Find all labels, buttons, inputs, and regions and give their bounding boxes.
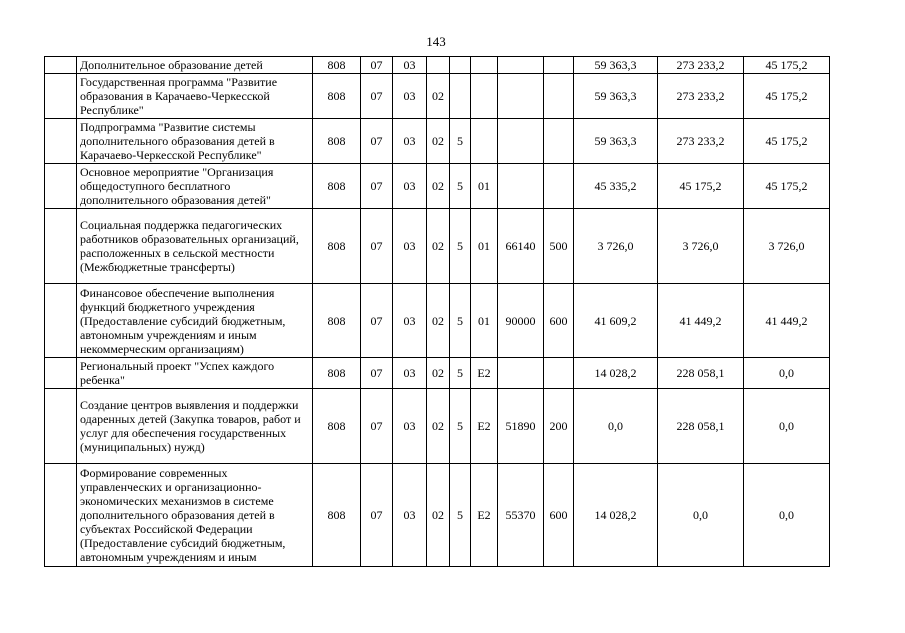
- col-sum-1: 45 335,2: [574, 164, 658, 209]
- col-direction: [498, 57, 544, 74]
- row-name: Подпрограмма "Развитие системы дополнительного образования детей в Карачаево-Черкесской Республике": [77, 119, 313, 164]
- row-name: Государственная программа "Развитие образования в Карачаево-Черкесской Республике": [77, 74, 313, 119]
- col-sum-1: 59 363,3: [574, 74, 658, 119]
- col-event: 01: [471, 284, 498, 358]
- col-program: 02: [427, 389, 450, 464]
- col-pr: 03: [393, 464, 427, 567]
- col-gr: 808: [313, 57, 361, 74]
- col-pr: 03: [393, 74, 427, 119]
- col-sum-1: 14 028,2: [574, 464, 658, 567]
- col-pr: 03: [393, 209, 427, 284]
- col-sum-3: 41 449,2: [744, 284, 830, 358]
- col-pr: 03: [393, 358, 427, 389]
- col-pr: 03: [393, 164, 427, 209]
- row-margin-cell: [45, 74, 77, 119]
- col-pr: 03: [393, 57, 427, 74]
- table-row: [45, 284, 830, 358]
- col-sum-2: 3 726,0: [658, 209, 744, 284]
- col-gr: 808: [313, 164, 361, 209]
- col-rz: 07: [361, 464, 393, 567]
- row-margin-cell: [45, 119, 77, 164]
- col-gr: 808: [313, 464, 361, 567]
- col-rz: 07: [361, 74, 393, 119]
- table-row: [45, 358, 830, 389]
- table-row: [45, 389, 830, 464]
- row-name: Основное мероприятие "Организация общедоступного бесплатного дополнительного образования детей": [77, 164, 313, 209]
- col-event: [471, 119, 498, 164]
- col-direction: [498, 358, 544, 389]
- col-rz: 07: [361, 389, 393, 464]
- col-subprogram: 5: [450, 389, 471, 464]
- col-direction: 90000: [498, 284, 544, 358]
- col-expense-type: 600: [544, 284, 574, 358]
- col-direction: 66140: [498, 209, 544, 284]
- col-event: 01: [471, 164, 498, 209]
- col-program: 02: [427, 464, 450, 567]
- col-program: 02: [427, 74, 450, 119]
- col-event: [471, 74, 498, 119]
- col-direction: [498, 119, 544, 164]
- col-pr: 03: [393, 119, 427, 164]
- col-program: [427, 57, 450, 74]
- col-sum-2: 228 058,1: [658, 389, 744, 464]
- col-subprogram: [450, 57, 471, 74]
- row-margin-cell: [45, 284, 77, 358]
- row-margin-cell: [45, 389, 77, 464]
- col-sum-1: 14 028,2: [574, 358, 658, 389]
- col-direction: 55370: [498, 464, 544, 567]
- col-sum-3: 0,0: [744, 464, 830, 567]
- col-program: 02: [427, 284, 450, 358]
- col-gr: 808: [313, 358, 361, 389]
- col-program: 02: [427, 119, 450, 164]
- col-subprogram: 5: [450, 209, 471, 284]
- col-rz: 07: [361, 209, 393, 284]
- col-sum-3: 45 175,2: [744, 57, 830, 74]
- col-program: 02: [427, 209, 450, 284]
- col-gr: 808: [313, 119, 361, 164]
- col-subprogram: 5: [450, 464, 471, 567]
- col-subprogram: 5: [450, 284, 471, 358]
- col-sum-2: 273 233,2: [658, 119, 744, 164]
- col-rz: 07: [361, 119, 393, 164]
- col-sum-2: 41 449,2: [658, 284, 744, 358]
- col-direction: [498, 74, 544, 119]
- col-sum-2: 228 058,1: [658, 358, 744, 389]
- table-row: [45, 74, 830, 119]
- row-name: Социальная поддержка педагогических работников образовательных организаций, расположенных в сельской местности (Межбюджетные трансферты): [77, 209, 313, 284]
- col-expense-type: 200: [544, 389, 574, 464]
- col-gr: 808: [313, 284, 361, 358]
- row-name: Региональный проект "Успех каждого ребенка": [77, 358, 313, 389]
- col-expense-type: [544, 57, 574, 74]
- col-subprogram: 5: [450, 164, 471, 209]
- col-sum-1: 41 609,2: [574, 284, 658, 358]
- row-name: Формирование современных управленческих и организационно-экономических механизмов в системе дополнительного образования детей в субъектах Российской Федерации (Предоставление субсидий бюджетным, автономным учреждениям и иным: [77, 464, 313, 567]
- row-margin-cell: [45, 164, 77, 209]
- col-sum-3: 45 175,2: [744, 164, 830, 209]
- col-direction: 51890: [498, 389, 544, 464]
- col-sum-1: 59 363,3: [574, 57, 658, 74]
- col-expense-type: 600: [544, 464, 574, 567]
- table-row: [45, 164, 830, 209]
- col-event: E2: [471, 464, 498, 567]
- row-margin-cell: [45, 57, 77, 74]
- col-sum-3: 0,0: [744, 358, 830, 389]
- col-sum-3: 45 175,2: [744, 119, 830, 164]
- table-row: [45, 464, 830, 567]
- budget-table: [44, 56, 830, 567]
- col-pr: 03: [393, 284, 427, 358]
- col-subprogram: 5: [450, 119, 471, 164]
- col-sum-2: 273 233,2: [658, 74, 744, 119]
- col-event: [471, 57, 498, 74]
- page-number: 143: [426, 34, 446, 49]
- col-rz: 07: [361, 284, 393, 358]
- col-sum-1: 0,0: [574, 389, 658, 464]
- col-sum-2: 0,0: [658, 464, 744, 567]
- col-pr: 03: [393, 389, 427, 464]
- col-expense-type: [544, 164, 574, 209]
- col-sum-2: 273 233,2: [658, 57, 744, 74]
- col-sum-3: 0,0: [744, 389, 830, 464]
- col-gr: 808: [313, 74, 361, 119]
- table-row: [45, 209, 830, 284]
- col-expense-type: [544, 119, 574, 164]
- col-expense-type: [544, 74, 574, 119]
- row-name: Дополнительное образование детей: [77, 57, 313, 74]
- col-event: E2: [471, 389, 498, 464]
- col-sum-1: 59 363,3: [574, 119, 658, 164]
- col-event: E2: [471, 358, 498, 389]
- col-sum-2: 45 175,2: [658, 164, 744, 209]
- row-name: Создание центров выявления и поддержки одаренных детей (Закупка товаров, работ и услуг для обеспечения государственных (муниципальных) нужд): [77, 389, 313, 464]
- col-expense-type: [544, 358, 574, 389]
- col-sum-1: 3 726,0: [574, 209, 658, 284]
- row-margin-cell: [45, 209, 77, 284]
- table-row: [45, 57, 830, 74]
- table-row: [45, 119, 830, 164]
- col-event: 01: [471, 209, 498, 284]
- col-subprogram: [450, 74, 471, 119]
- row-margin-cell: [45, 464, 77, 567]
- col-direction: [498, 164, 544, 209]
- col-gr: 808: [313, 389, 361, 464]
- col-sum-3: 3 726,0: [744, 209, 830, 284]
- row-name: Финансовое обеспечение выполнения функций бюджетного учреждения (Предоставление субсидий бюджетным, автономным учреждениям и иным некоммерческим организациям): [77, 284, 313, 358]
- col-gr: 808: [313, 209, 361, 284]
- col-expense-type: 500: [544, 209, 574, 284]
- col-program: 02: [427, 358, 450, 389]
- col-rz: 07: [361, 164, 393, 209]
- col-sum-3: 45 175,2: [744, 74, 830, 119]
- col-rz: 07: [361, 57, 393, 74]
- col-rz: 07: [361, 358, 393, 389]
- col-program: 02: [427, 164, 450, 209]
- col-subprogram: 5: [450, 358, 471, 389]
- row-margin-cell: [45, 358, 77, 389]
